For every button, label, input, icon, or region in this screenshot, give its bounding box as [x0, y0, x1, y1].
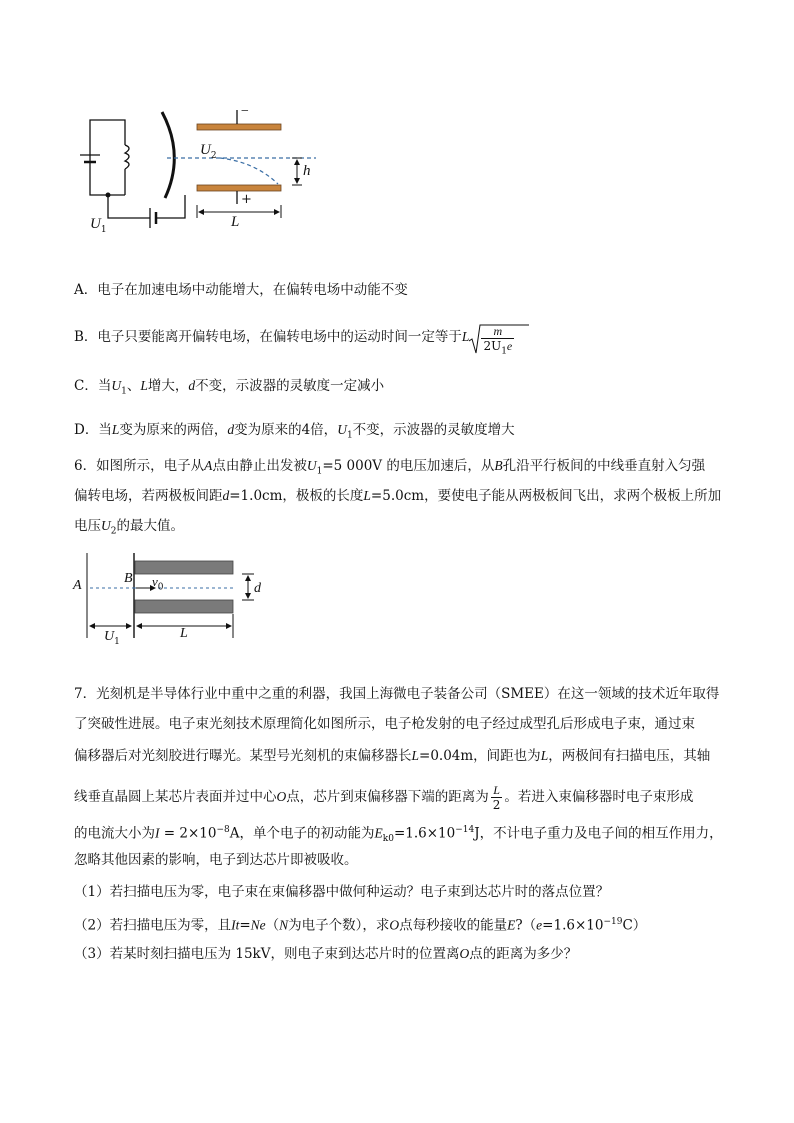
- q6-line2: 偏转电场，若两极板间距d=1.0cm，极板的长度L=5.0cm，要使电子能从两极板间飞出，求两个极板上所加: [74, 488, 722, 504]
- d-label: d: [254, 581, 261, 596]
- oscilloscope-diagram: [70, 100, 330, 240]
- option-b: B．电子只要能离开偏转电场，在偏转电场中的运动时间一定等于L $\frac{m}{2U_1e}$: [74, 320, 516, 354]
- u1-label: $U_1$: [90, 216, 107, 235]
- q7-sub3: （3）若某时刻扫描电压为 15kV，则电子束到达芯片时的位置离O点的距离为多少？: [74, 946, 578, 962]
- h-label: h: [303, 163, 311, 179]
- option-d: D．当L变为原来的两倍，d变为原来的4倍，$U_1$不变，示波器的灵敏度增大: [74, 422, 515, 441]
- u1-fig2-label: $U_1$: [104, 629, 120, 647]
- l-fig2-label: L: [180, 626, 188, 641]
- q7-line1: 7．光刻机是半导体行业中重中之重的利器，我国上海微电子装备公司（SMEE）在这一领域的技术近年取得: [74, 686, 720, 702]
- point-a-label: A: [73, 578, 82, 593]
- q7-line5: 的电流大小为$I = 2\times 10^{-8}A$，单个电子的初动能为$E_{k0}=1.6\times 10^{-14}J$，不计电子重力及电子间的相互作用力，: [74, 825, 723, 845]
- q7-line6: 忽略其他因素的影响，电子到达芯片即被吸收。: [74, 852, 358, 868]
- q7-line3: 偏移器后对光刻胶进行曝光。某型号光刻机的束偏移器长L=0.04m，间距也为L，两极间有扫描电压，其轴: [74, 748, 711, 764]
- v0-label: $v_0$: [152, 574, 164, 593]
- q7-line4: 线垂直晶圆上某芯片表面并过中心O点，芯片到束偏移器下端的距离为 $\frac{L}{2}$ 。若进入束偏移器时电子束形成: [74, 783, 694, 812]
- parallel-plate-diagram: [70, 548, 280, 648]
- minus-label: −: [240, 104, 250, 119]
- q7-sub1: （1）若扫描电压为零，电子束在束偏移器中做何种运动？电子束到达芯片时的落点位置？: [74, 884, 610, 900]
- q6-line3: 电压$U_2$的最大值。: [74, 518, 184, 537]
- point-b-label: B: [124, 571, 133, 586]
- u2-label: $U_2$: [200, 142, 217, 161]
- plus-label: +: [241, 192, 252, 207]
- option-a: A．电子在加速电场中动能增大，在偏转电场中动能不变: [74, 282, 408, 298]
- option-c: C．当$U_1$、L增大，d不变，示波器的灵敏度一定减小: [74, 378, 385, 397]
- q6-line1: 6．如图所示，电子从A点由静止出发被$U_1=5$ 000V 的电压加速后，从B孔沿平行板间的中线垂直射入匀强: [74, 458, 706, 477]
- q7-sub2: （2）若扫描电压为零，且It=Ne（N为电子个数），求O点每秒接收的能量$E?(e=1.6\times 10^{-19}C)$: [74, 917, 647, 934]
- q7-line2: 了突破性进展。电子束光刻技术原理简化如图所示，电子枪发射的电子经过成型孔后形成电子束，通过束: [74, 716, 695, 732]
- l-label: L: [231, 214, 240, 230]
